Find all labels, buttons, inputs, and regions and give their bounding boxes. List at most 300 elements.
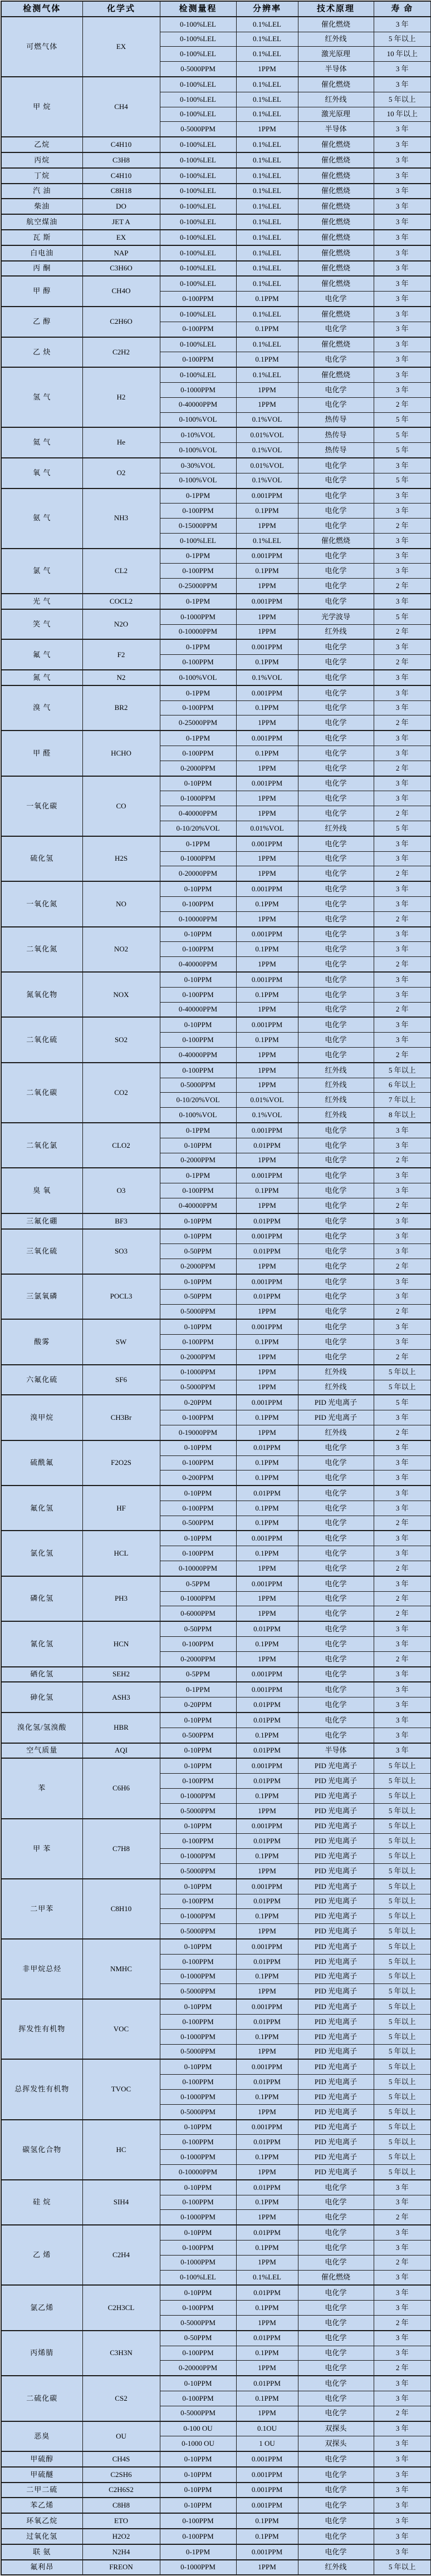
range-cell: 0-100%VOL xyxy=(160,412,236,427)
range-cell: 0-100PPM xyxy=(160,2014,236,2029)
lifespan-cell: 3 年 xyxy=(374,2391,431,2406)
table-row xyxy=(1,972,431,987)
gas-name-cell: 可燃气体 xyxy=(1,17,82,77)
resolution-cell: 0.1PPM xyxy=(236,1728,298,1743)
table-row xyxy=(1,1274,431,1289)
principle-cell: PID 光电离子 xyxy=(298,1803,374,1818)
principle-cell: PID 光电离子 xyxy=(298,2075,374,2090)
principle-cell: 红外线 xyxy=(298,821,374,836)
resolution-cell: 0.01PPM xyxy=(236,1774,298,1789)
range-cell: 0-100PPM xyxy=(160,1637,236,1652)
lifespan-cell: 3 年 xyxy=(374,2346,431,2361)
table-row xyxy=(1,639,431,654)
formula-cell: H2O2 xyxy=(82,2529,160,2544)
lifespan-cell: 3 年 xyxy=(374,2451,431,2467)
range-cell: 0-19000PPM xyxy=(160,1425,236,1440)
lifespan-cell: 2 年 xyxy=(374,1591,431,1606)
range-cell: 0-100PPM xyxy=(160,1455,236,1470)
range-cell: 0-100%LEL xyxy=(160,168,236,184)
range-cell: 0-10000PPM xyxy=(160,911,236,926)
lifespan-cell: 3 年 xyxy=(374,1289,431,1304)
resolution-cell: 1PPM xyxy=(236,397,298,412)
range-cell: 0-10PPM xyxy=(160,1138,236,1153)
resolution-cell: 1PPM xyxy=(236,1924,298,1939)
lifespan-cell: 2 年 xyxy=(374,397,431,412)
range-cell: 0-100PPM xyxy=(160,504,236,519)
resolution-cell: 0.01PPM xyxy=(236,1713,298,1728)
formula-cell: OU xyxy=(82,2421,160,2452)
principle-cell: 电化学 xyxy=(298,2498,374,2513)
lifespan-cell: 3 年 xyxy=(374,670,431,685)
principle-cell: 热传导 xyxy=(298,412,374,427)
resolution-cell: 0.001PPM xyxy=(236,2544,298,2560)
resolution-cell: 0.01PPM xyxy=(236,1621,298,1636)
resolution-cell: 0.1PPM xyxy=(236,700,298,715)
principle-cell: 催化燃烧 xyxy=(298,77,374,92)
lifespan-cell: 10 年以上 xyxy=(374,47,431,62)
table-row xyxy=(1,549,431,564)
principle-cell: 电化学 xyxy=(298,564,374,579)
table-row xyxy=(1,1713,431,1728)
lifespan-cell: 3 年 xyxy=(374,1682,431,1697)
formula-cell: CS2 xyxy=(82,2376,160,2421)
lifespan-cell: 3 年 xyxy=(374,1621,431,1636)
header-resolution: 分辨率 xyxy=(236,1,298,17)
resolution-cell: 0.1PPM xyxy=(236,1033,298,1048)
gas-name-cell: 溴甲烷 xyxy=(1,1395,82,1440)
resolution-cell: 1PPM xyxy=(236,62,298,77)
range-cell: 0-1000PPM xyxy=(160,791,236,806)
principle-cell: 催化燃烧 xyxy=(298,276,374,291)
table-row xyxy=(1,670,431,685)
resolution-cell: 0.1%LEL xyxy=(236,47,298,62)
lifespan-cell: 5 年以上 xyxy=(374,1789,431,1804)
range-cell: 0-100%VOL xyxy=(160,473,236,488)
principle-cell: 催化燃烧 xyxy=(298,152,374,168)
lifespan-cell: 5 年以上 xyxy=(374,1999,431,2014)
range-cell: 0-10PPM xyxy=(160,1229,236,1244)
formula-cell: C7H8 xyxy=(82,1819,160,1879)
formula-cell: BR2 xyxy=(82,685,160,731)
lifespan-cell: 2 年 xyxy=(374,624,431,639)
range-cell: 0-100%LEL xyxy=(160,261,236,277)
lifespan-cell: 3 年 xyxy=(374,987,431,1002)
gas-name-cell: 乙 醇 xyxy=(1,307,82,337)
principle-cell: 电化学 xyxy=(298,1047,374,1062)
lifespan-cell: 2 年 xyxy=(374,1259,431,1274)
resolution-cell: 0.01PPM xyxy=(236,2075,298,2090)
table-header xyxy=(1,1,431,17)
range-cell: 0-1000PPM xyxy=(160,1789,236,1804)
table-row xyxy=(1,776,431,791)
range-cell: 0-100PPM xyxy=(160,2346,236,2361)
principle-cell: 电化学 xyxy=(298,1002,374,1017)
range-cell: 0-10PPM xyxy=(160,1440,236,1455)
resolution-cell: 0.1PPM xyxy=(236,1501,298,1516)
resolution-cell: 0.001PPM xyxy=(236,1576,298,1591)
principle-cell: 电化学 xyxy=(298,473,374,488)
principle-cell: 催化燃烧 xyxy=(298,168,374,184)
principle-cell: 电化学 xyxy=(298,1349,374,1364)
resolution-cell: 0.1PPM xyxy=(236,1183,298,1198)
gas-name-cell: 挥发性有机物 xyxy=(1,1999,82,2059)
resolution-cell: 0.01PPM xyxy=(236,1289,298,1304)
range-cell: 0-5000PPM xyxy=(160,2044,236,2059)
resolution-cell: 0.01PPM xyxy=(236,2285,298,2300)
formula-cell: SF6 xyxy=(82,1365,160,1395)
lifespan-cell: 3 年 xyxy=(374,17,431,32)
gas-name-cell: 氮氧化物 xyxy=(1,972,82,1017)
formula-cell: EX xyxy=(82,17,160,77)
gas-name-cell: 环氧乙烷 xyxy=(1,2513,82,2529)
principle-cell: 电化学 xyxy=(298,2406,374,2421)
principle-cell: 电化学 xyxy=(298,1033,374,1048)
principle-cell: 热传导 xyxy=(298,443,374,458)
range-cell: 0-5000PPM xyxy=(160,1864,236,1879)
principle-cell: 电化学 xyxy=(298,2301,374,2316)
resolution-cell: 0.1%LEL xyxy=(236,533,298,548)
lifespan-cell: 5 年 xyxy=(374,412,431,427)
lifespan-cell: 5 年 xyxy=(374,609,431,624)
gas-name-cell: 氯化氢 xyxy=(1,1531,82,1576)
gas-name-cell: 氧 气 xyxy=(1,458,82,488)
gas-name-cell: 丁烷 xyxy=(1,168,82,184)
principle-cell: 电化学 xyxy=(298,655,374,670)
lifespan-cell: 7 年以上 xyxy=(374,1093,431,1108)
principle-cell: 电化学 xyxy=(298,352,374,367)
formula-cell: H2 xyxy=(82,367,160,427)
gas-name-cell: 磷化氢 xyxy=(1,1576,82,1621)
resolution-cell: 0.01%VOL xyxy=(236,1093,298,1108)
principle-cell: PID 光电离子 xyxy=(298,1864,374,1879)
principle-cell: PID 光电离子 xyxy=(298,2089,374,2104)
lifespan-cell: 3 年 xyxy=(374,594,431,609)
range-cell: 0-5000PPM xyxy=(160,2406,236,2421)
lifespan-cell: 3 年 xyxy=(374,352,431,367)
table-row xyxy=(1,1365,431,1380)
resolution-cell: 0.001PPM xyxy=(236,731,298,746)
principle-cell: PID 光电离子 xyxy=(298,1894,374,1909)
principle-cell: 电化学 xyxy=(298,1335,374,1350)
range-cell: 0-10PPM xyxy=(160,1274,236,1289)
range-cell: 0-1PPM xyxy=(160,1682,236,1697)
gas-name-cell: 二氧化碳 xyxy=(1,1063,82,1123)
table-row xyxy=(1,1743,431,1759)
resolution-cell: 0.1%VOL xyxy=(236,412,298,427)
range-cell: 0-100PPM xyxy=(160,2135,236,2150)
resolution-cell: 1PPM xyxy=(236,519,298,534)
range-cell: 0-100%VOL xyxy=(160,670,236,685)
principle-cell: 电化学 xyxy=(298,746,374,761)
gas-name-cell: 氮 气 xyxy=(1,670,82,685)
table-row xyxy=(1,2120,431,2135)
principle-cell: 红外线 xyxy=(298,32,374,47)
range-cell: 0-5000PPM xyxy=(160,2315,236,2330)
table-row xyxy=(1,458,431,473)
lifespan-cell: 3 年 xyxy=(374,458,431,473)
resolution-cell: 1PPM xyxy=(236,2210,298,2225)
lifespan-cell: 5 年以上 xyxy=(374,2089,431,2104)
lifespan-cell: 5 年以上 xyxy=(374,2135,431,2150)
gas-name-cell: 甲 苯 xyxy=(1,1819,82,1879)
lifespan-cell: 3 年 xyxy=(374,791,431,806)
principle-cell: PID 光电离子 xyxy=(298,1774,374,1789)
gas-name-cell: 丙 酮 xyxy=(1,261,82,277)
principle-cell: 电化学 xyxy=(298,2225,374,2240)
range-cell: 0-100PPM xyxy=(160,987,236,1002)
lifespan-cell: 2 年 xyxy=(374,1047,431,1062)
header-principle: 技术原理 xyxy=(298,1,374,17)
resolution-cell: 1PPM xyxy=(236,1561,298,1576)
range-cell: 0-10PPM xyxy=(160,2120,236,2135)
lifespan-cell: 3 年 xyxy=(374,367,431,382)
lifespan-cell: 5 年以上 xyxy=(374,1758,431,1773)
principle-cell: 半导体 xyxy=(298,1743,374,1759)
resolution-cell: 0.01PPM xyxy=(236,1486,298,1501)
range-cell: 0-100%LEL xyxy=(160,184,236,199)
principle-cell: 电化学 xyxy=(298,2195,374,2210)
formula-cell: ETO xyxy=(82,2513,160,2529)
table-row xyxy=(1,1017,431,1032)
principle-cell: 电化学 xyxy=(298,2255,374,2270)
principle-cell: 电化学 xyxy=(298,1621,374,1636)
lifespan-cell: 2 年 xyxy=(374,1606,431,1621)
range-cell: 0-100PPM xyxy=(160,942,236,957)
lifespan-cell: 5 年以上 xyxy=(374,2150,431,2165)
lifespan-cell: 2 年 xyxy=(374,1349,431,1364)
principle-cell: PID 光电离子 xyxy=(298,2164,374,2179)
range-cell: 0-1PPM xyxy=(160,594,236,609)
table-row xyxy=(1,685,431,700)
resolution-cell: 0.1%LEL xyxy=(236,184,298,199)
principle-cell: 红外线 xyxy=(298,1380,374,1395)
resolution-cell: 0.1%LEL xyxy=(236,77,298,92)
range-cell: 0-500PPM xyxy=(160,1728,236,1743)
resolution-cell: 0.001PPM xyxy=(236,1531,298,1546)
lifespan-cell: 5 年以上 xyxy=(374,92,431,107)
formula-cell: CH4O xyxy=(82,276,160,307)
range-cell: 0-100%LEL xyxy=(160,533,236,548)
resolution-cell: 0.1OU xyxy=(236,2421,298,2436)
table-row xyxy=(1,307,431,322)
resolution-cell: 1PPM xyxy=(236,1259,298,1274)
lifespan-cell: 3 年 xyxy=(374,152,431,168)
gas-name-cell: 硫化氢 xyxy=(1,836,82,881)
lifespan-cell: 2 年 xyxy=(374,911,431,926)
principle-cell: 电化学 xyxy=(298,2315,374,2330)
lifespan-cell: 3 年 xyxy=(374,382,431,397)
formula-cell: N2H4 xyxy=(82,2544,160,2560)
range-cell: 0-100PPM xyxy=(160,352,236,367)
gas-name-cell: 氯 气 xyxy=(1,549,82,594)
principle-cell: 热传导 xyxy=(298,427,374,442)
resolution-cell: 0.1PPM xyxy=(236,655,298,670)
lifespan-cell: 3 年 xyxy=(374,1667,431,1682)
table-row xyxy=(1,168,431,184)
principle-cell: 电化学 xyxy=(298,1289,374,1304)
resolution-cell: 1PPM xyxy=(236,866,298,881)
range-cell: 0-5000PPM xyxy=(160,1078,236,1093)
range-cell: 0-100PPM xyxy=(160,746,236,761)
range-cell: 0-1000PPM xyxy=(160,2210,236,2225)
principle-cell: PID 光电离子 xyxy=(298,1924,374,1939)
formula-cell: C3H6O xyxy=(82,261,160,277)
range-cell: 0-100%VOL xyxy=(160,1108,236,1123)
formula-cell: F2O2S xyxy=(82,1440,160,1486)
formula-cell: SO3 xyxy=(82,1229,160,1274)
range-cell: 0-1000PPM xyxy=(160,609,236,624)
principle-cell: 电化学 xyxy=(298,1667,374,1682)
lifespan-cell: 2 年 xyxy=(374,1304,431,1319)
range-cell: 0-2000PPM xyxy=(160,1259,236,1274)
principle-cell: 半导体 xyxy=(298,122,374,137)
resolution-cell: 1PPM xyxy=(236,1651,298,1666)
range-cell: 0-40000PPM xyxy=(160,1047,236,1062)
range-cell: 0-25000PPM xyxy=(160,579,236,594)
lifespan-cell: 3 年 xyxy=(374,2544,431,2560)
gas-name-cell: 二硫化碳 xyxy=(1,2376,82,2421)
formula-cell: C2H6S2 xyxy=(82,2483,160,2498)
table-row xyxy=(1,1939,431,1954)
principle-cell: 电化学 xyxy=(298,715,374,731)
range-cell: 0-2000PPM xyxy=(160,1651,236,1666)
range-cell: 0-100PPM xyxy=(160,1501,236,1516)
table-row xyxy=(1,488,431,504)
principle-cell: PID 光电离子 xyxy=(298,1879,374,1894)
principle-cell: 电化学 xyxy=(298,504,374,519)
principle-cell: 电化学 xyxy=(298,911,374,926)
range-cell: 0-30%VOL xyxy=(160,458,236,473)
range-cell: 0-20000PPM xyxy=(160,866,236,881)
lifespan-cell: 3 年 xyxy=(374,230,431,245)
range-cell: 0-10PPM xyxy=(160,2483,236,2498)
principle-cell: 激光原理 xyxy=(298,47,374,62)
lifespan-cell: 2 年 xyxy=(374,2210,431,2225)
range-cell: 0-10PPM xyxy=(160,1879,236,1894)
range-cell: 0-10PPM xyxy=(160,1999,236,2014)
principle-cell: 电化学 xyxy=(298,1168,374,1183)
lifespan-cell: 3 年 xyxy=(374,2513,431,2529)
range-cell: 0-40000PPM xyxy=(160,957,236,972)
resolution-cell: 0.01PPM xyxy=(236,1894,298,1909)
range-cell: 0-10PPM xyxy=(160,776,236,791)
lifespan-cell: 5 年以上 xyxy=(374,1879,431,1894)
range-cell: 0-10/20%VOL xyxy=(160,821,236,836)
resolution-cell: 0.01PPM xyxy=(236,2225,298,2240)
lifespan-cell: 3 年 xyxy=(374,700,431,715)
table-row xyxy=(1,1123,431,1138)
gas-name-cell: 甲硫醚 xyxy=(1,2467,82,2483)
formula-cell: C8H10 xyxy=(82,1879,160,1939)
resolution-cell: 0.1PPM xyxy=(236,564,298,579)
formula-cell: SW xyxy=(82,1319,160,1364)
table-row xyxy=(1,1682,431,1697)
principle-cell: 红外线 xyxy=(298,1078,374,1093)
lifespan-cell: 5 年以上 xyxy=(374,1984,431,1999)
formula-cell: POCL3 xyxy=(82,1274,160,1319)
principle-cell: 催化燃烧 xyxy=(298,184,374,199)
formula-cell: NH3 xyxy=(82,488,160,549)
formula-cell: CH4S xyxy=(82,2451,160,2467)
principle-cell: PID 光电离子 xyxy=(298,2120,374,2135)
range-cell: 0-10PPM xyxy=(160,2451,236,2467)
table-row xyxy=(1,230,431,245)
resolution-cell: 1PPM xyxy=(236,1365,298,1380)
table-row xyxy=(1,199,431,214)
table-row xyxy=(1,2451,431,2467)
principle-cell: 催化燃烧 xyxy=(298,307,374,322)
gas-name-cell: 苯乙烯 xyxy=(1,2498,82,2513)
lifespan-cell: 3 年 xyxy=(374,2285,431,2300)
gas-name-cell: 总挥发性有机物 xyxy=(1,2059,82,2119)
lifespan-cell: 2 年 xyxy=(374,806,431,821)
lifespan-cell: 3 年 xyxy=(374,245,431,261)
formula-cell: TVOC xyxy=(82,2059,160,2119)
table-row xyxy=(1,2483,431,2498)
resolution-cell: 1PPM xyxy=(236,1153,298,1168)
lifespan-cell: 2 年 xyxy=(374,1425,431,1440)
formula-cell: HF xyxy=(82,1486,160,1531)
lifespan-cell: 3 年 xyxy=(374,322,431,337)
formula-cell: O2 xyxy=(82,458,160,488)
principle-cell: 催化燃烧 xyxy=(298,533,374,548)
lifespan-cell: 3 年 xyxy=(374,488,431,504)
formula-cell: SEH2 xyxy=(82,1667,160,1682)
table-row xyxy=(1,2225,431,2240)
lifespan-cell: 3 年 xyxy=(374,261,431,277)
resolution-cell: 0.1%LEL xyxy=(236,367,298,382)
lifespan-cell: 3 年 xyxy=(374,1335,431,1350)
principle-cell: 电化学 xyxy=(298,806,374,821)
range-cell: 0-5000PPM xyxy=(160,122,236,137)
principle-cell: 电化学 xyxy=(298,1213,374,1229)
gas-name-cell: 氟化氢 xyxy=(1,1486,82,1531)
table-row xyxy=(1,1999,431,2014)
lifespan-cell: 3 年 xyxy=(374,1213,431,1229)
table-row xyxy=(1,927,431,942)
range-cell: 0-100%LEL xyxy=(160,137,236,152)
gas-name-cell: 氯乙烯 xyxy=(1,2285,82,2330)
formula-cell: SIH4 xyxy=(82,2180,160,2225)
principle-cell: 电化学 xyxy=(298,2467,374,2483)
formula-cell: N2O xyxy=(82,609,160,640)
resolution-cell: 0.1%LEL xyxy=(236,152,298,168)
formula-cell: NO xyxy=(82,881,160,926)
lifespan-cell: 3 年 xyxy=(374,2180,431,2195)
principle-cell: PID 光电离子 xyxy=(298,2135,374,2150)
table-row xyxy=(1,2331,431,2346)
lifespan-cell: 2 年 xyxy=(374,519,431,534)
resolution-cell: 1PPM xyxy=(236,1047,298,1062)
resolution-cell: 0.01PPM xyxy=(236,1138,298,1153)
lifespan-cell: 3 年 xyxy=(374,2331,431,2346)
lifespan-cell: 3 年 xyxy=(374,1319,431,1334)
table-row xyxy=(1,337,431,352)
resolution-cell: 1PPM xyxy=(236,761,298,776)
table-row xyxy=(1,1576,431,1591)
lifespan-cell: 5 年以上 xyxy=(374,1894,431,1909)
range-cell: 0-50PPM xyxy=(160,1621,236,1636)
gas-name-cell: 二氧化硫 xyxy=(1,1017,82,1062)
formula-cell: SO2 xyxy=(82,1017,160,1062)
resolution-cell: 0.1%LEL xyxy=(236,245,298,261)
resolution-cell: 0.1PPM xyxy=(236,2029,298,2044)
formula-cell: DO xyxy=(82,199,160,214)
principle-cell: 电化学 xyxy=(298,2210,374,2225)
range-cell: 0-100PPM xyxy=(160,1894,236,1909)
formula-cell: CLO2 xyxy=(82,1123,160,1168)
principle-cell: PID 光电离子 xyxy=(298,1909,374,1924)
